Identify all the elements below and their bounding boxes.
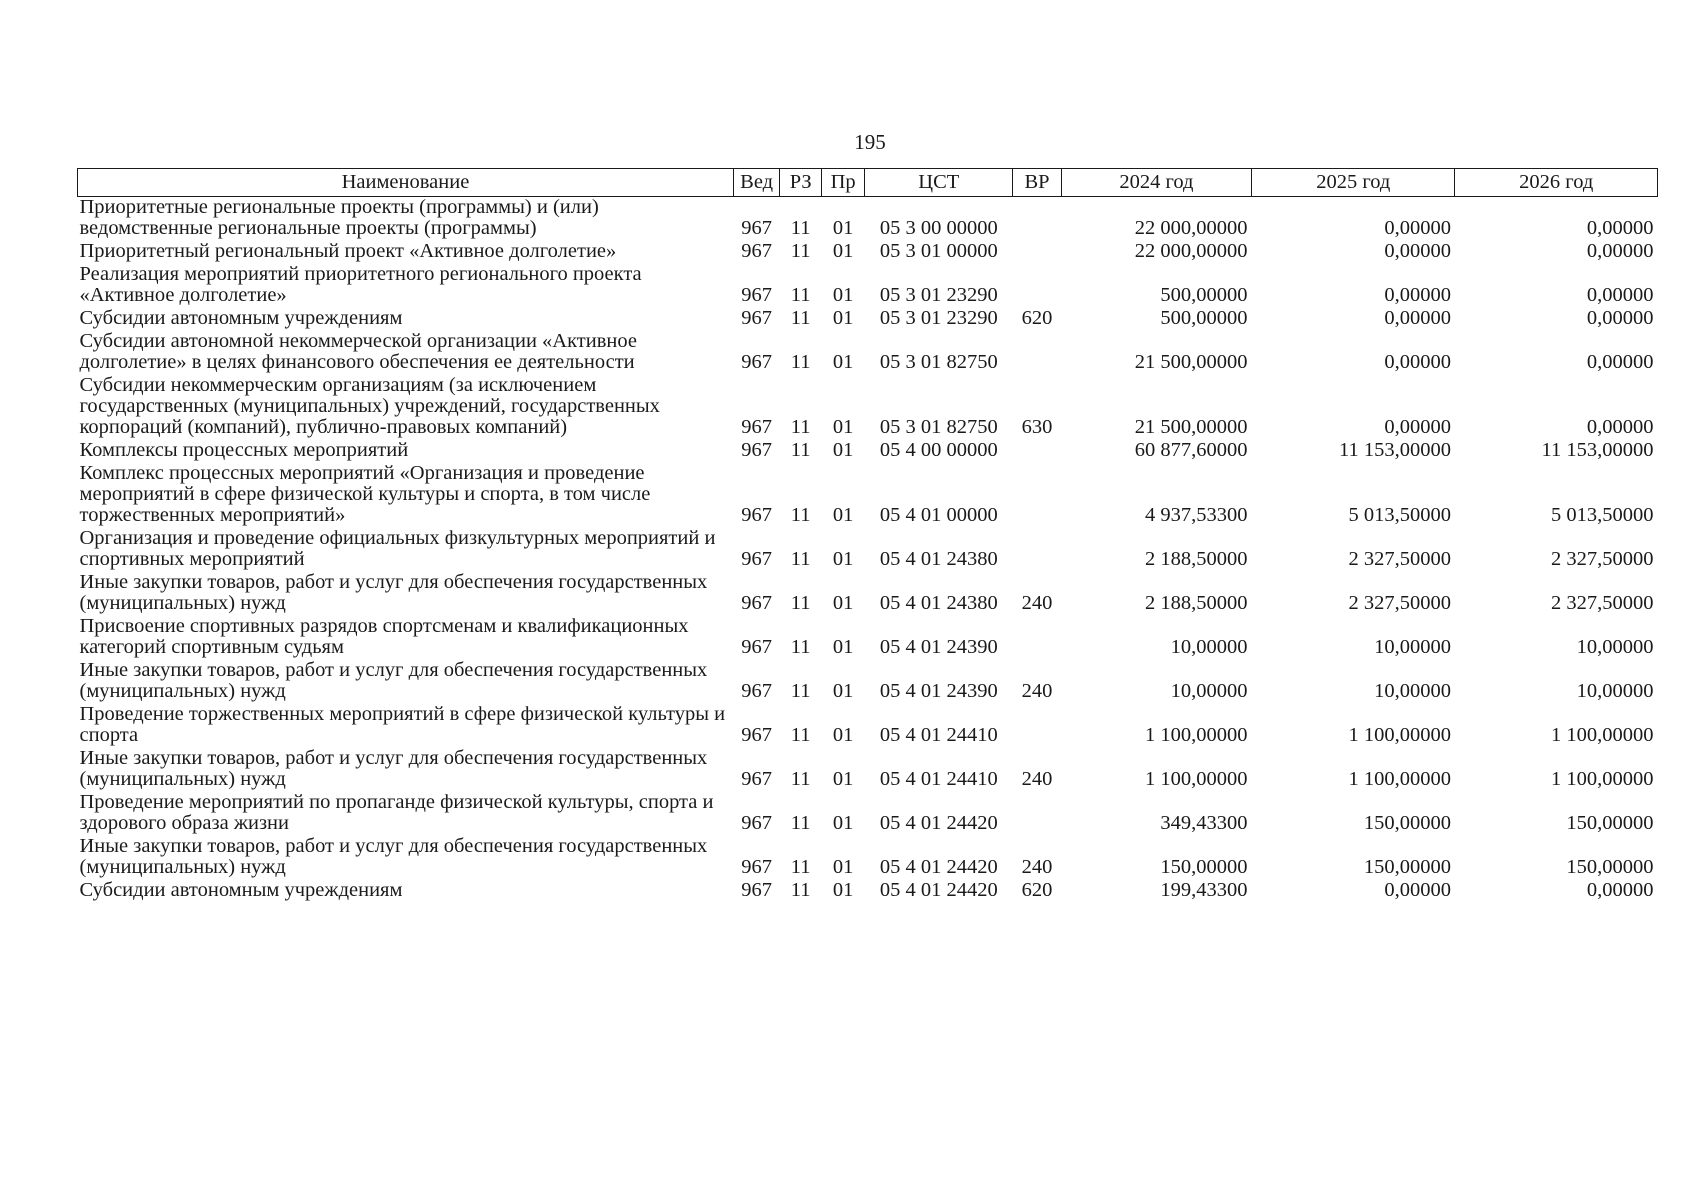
row-pr: 01 [832, 307, 854, 329]
row-amount-2024: 60 877,60000 [1134, 439, 1248, 461]
row-amount-2026: 0,00000 [1586, 351, 1654, 373]
row-cst: 05 4 01 24390 [879, 636, 998, 658]
row-amount-2026: 150,00000 [1566, 856, 1654, 878]
row-amount-2025: 1 100,00000 [1348, 724, 1451, 746]
row-amount-2026: 10,00000 [1576, 680, 1654, 702]
row-amount-2024: 1 100,00000 [1145, 724, 1248, 746]
row-cst: 05 4 01 24420 [879, 812, 998, 834]
table-row [78, 704, 1658, 748]
row-ved: 967 [741, 504, 773, 526]
row-amount-2025: 5 013,50000 [1348, 504, 1451, 526]
row-pr: 01 [832, 879, 854, 901]
row-pr: 01 [832, 284, 854, 306]
row-pr: 01 [832, 416, 854, 438]
row-ved: 967 [741, 439, 773, 461]
row-amount-2025: 0,00000 [1384, 240, 1451, 262]
table-row [78, 308, 1658, 331]
row-amount-2024: 500,00000 [1160, 307, 1248, 329]
row-cst: 05 3 01 82750 [879, 351, 998, 373]
row-amount-2026: 0,00000 [1586, 879, 1654, 901]
row-ved: 967 [741, 812, 773, 834]
row-amount-2025: 1 100,00000 [1348, 768, 1451, 790]
row-vr: 240 [1021, 856, 1053, 878]
table-row [78, 528, 1658, 572]
table-header [78, 169, 1658, 197]
row-amount-2024: 199,43300 [1160, 879, 1248, 901]
table-row [78, 616, 1658, 660]
table-row [78, 440, 1658, 463]
row-name: Проведение мероприятий по пропаганде физической культуры, спорта и здорового образа жизни [79, 791, 714, 834]
row-name: Иные закупки товаров, работ и услуг для обеспечения государственных (муниципальных) нужд [79, 571, 708, 614]
row-vr: 620 [1021, 307, 1053, 329]
header-2024: 2024 год [1061, 169, 1251, 197]
row-name: Комплекс процессных мероприятий «Организация и проведение мероприятий в сфере физической культуры и спорта, в том числе торжественных мероприятий» [79, 462, 651, 526]
row-name: Иные закупки товаров, работ и услуг для обеспечения государственных (муниципальных) нужд [79, 659, 708, 702]
row-pr: 01 [832, 812, 854, 834]
row-pr: 01 [832, 636, 854, 658]
row-amount-2025: 0,00000 [1384, 416, 1451, 438]
row-rz: 11 [790, 439, 811, 461]
row-ved: 967 [741, 240, 773, 262]
row-cst: 05 3 01 23290 [879, 284, 998, 306]
row-ved: 967 [741, 724, 773, 746]
row-pr: 01 [832, 351, 854, 373]
row-pr: 01 [832, 680, 854, 702]
row-rz: 11 [790, 351, 811, 373]
row-rz: 11 [790, 416, 811, 438]
row-name: Субсидии автономным учреждениям [79, 307, 403, 329]
row-cst: 05 4 01 24390 [879, 680, 998, 702]
row-amount-2025: 0,00000 [1384, 217, 1451, 239]
table-row [78, 792, 1658, 836]
row-pr: 01 [832, 856, 854, 878]
header-2025: 2025 год [1252, 169, 1455, 197]
row-cst: 05 3 01 00000 [879, 240, 998, 262]
row-amount-2025: 0,00000 [1384, 879, 1451, 901]
row-amount-2024: 4 937,53300 [1145, 504, 1248, 526]
row-rz: 11 [790, 724, 811, 746]
row-name: Иные закупки товаров, работ и услуг для обеспечения государственных (муниципальных) нужд [79, 835, 708, 878]
table-row [78, 836, 1658, 880]
table-row [78, 197, 1658, 242]
row-amount-2026: 11 153,00000 [1541, 439, 1654, 461]
row-amount-2026: 2 327,50000 [1551, 548, 1654, 570]
row-amount-2025: 2 327,50000 [1348, 548, 1451, 570]
row-vr [1013, 463, 1062, 528]
row-cst: 05 4 01 24420 [879, 856, 998, 878]
table-row [78, 463, 1658, 528]
row-amount-2025: 0,00000 [1384, 307, 1451, 329]
row-cst: 05 3 00 00000 [879, 217, 998, 239]
row-amount-2024: 500,00000 [1160, 284, 1248, 306]
row-vr: 620 [1021, 879, 1053, 901]
row-amount-2024: 2 188,50000 [1145, 548, 1248, 570]
row-amount-2024: 22 000,00000 [1134, 240, 1248, 262]
budget-table [77, 168, 1658, 903]
row-ved: 967 [741, 416, 773, 438]
row-cst: 05 4 01 24410 [879, 724, 998, 746]
row-amount-2024: 349,43300 [1160, 812, 1248, 834]
row-pr: 01 [832, 724, 854, 746]
row-ved: 967 [741, 217, 773, 239]
row-amount-2024: 150,00000 [1160, 856, 1248, 878]
row-vr [1013, 331, 1062, 375]
row-amount-2025: 150,00000 [1363, 812, 1451, 834]
row-vr: 240 [1021, 592, 1053, 614]
row-rz: 11 [790, 636, 811, 658]
row-name: Комплексы процессных мероприятий [79, 439, 409, 461]
table-body [78, 197, 1658, 904]
row-cst: 05 4 01 24380 [879, 548, 998, 570]
header-cst: ЦСТ [865, 169, 1013, 197]
row-vr [1013, 197, 1062, 242]
row-ved: 967 [741, 768, 773, 790]
table-row [78, 572, 1658, 616]
row-amount-2024: 10,00000 [1170, 636, 1248, 658]
row-amount-2026: 1 100,00000 [1551, 768, 1654, 790]
row-rz: 11 [790, 879, 811, 901]
row-amount-2024: 21 500,00000 [1134, 351, 1248, 373]
row-name: Организация и проведение официальных физкультурных мероприятий и спортивных мероприятий [79, 527, 716, 570]
row-pr: 01 [832, 217, 854, 239]
row-amount-2026: 10,00000 [1576, 636, 1654, 658]
row-ved: 967 [741, 592, 773, 614]
row-amount-2026: 0,00000 [1586, 284, 1654, 306]
table-row [78, 748, 1658, 792]
row-amount-2024: 2 188,50000 [1145, 592, 1248, 614]
table-row [78, 660, 1658, 704]
row-amount-2024: 10,00000 [1170, 680, 1248, 702]
table-row [78, 880, 1658, 903]
row-name: Приоритетный региональный проект «Активное долголетие» [79, 240, 617, 262]
row-ved: 967 [741, 351, 773, 373]
row-pr: 01 [832, 768, 854, 790]
row-rz: 11 [790, 548, 811, 570]
header-rz: РЗ [780, 169, 821, 197]
header-pr: Пр [821, 169, 865, 197]
row-vr [1013, 528, 1062, 572]
row-amount-2024: 1 100,00000 [1145, 768, 1248, 790]
row-name: Проведение торжественных мероприятий в сфере физической культуры и спорта [79, 703, 726, 746]
row-rz: 11 [790, 504, 811, 526]
row-rz: 11 [790, 592, 811, 614]
row-pr: 01 [832, 240, 854, 262]
row-rz: 11 [790, 284, 811, 306]
row-rz: 11 [790, 680, 811, 702]
row-amount-2026: 1 100,00000 [1551, 724, 1654, 746]
row-cst: 05 4 01 00000 [879, 504, 998, 526]
row-cst: 05 4 00 00000 [879, 439, 998, 461]
row-name: Субсидии автономной некоммерческой организации «Активное долголетие» в целях финансового обеспечения ее деятельности [79, 330, 637, 373]
row-vr [1013, 264, 1062, 308]
row-amount-2026: 5 013,50000 [1551, 504, 1654, 526]
row-rz: 11 [790, 768, 811, 790]
row-rz: 11 [790, 812, 811, 834]
row-ved: 967 [741, 548, 773, 570]
page-number: 195 [854, 130, 886, 154]
row-vr [1013, 792, 1062, 836]
row-vr: 630 [1021, 416, 1053, 438]
row-rz: 11 [790, 240, 811, 262]
row-name: Иные закупки товаров, работ и услуг для обеспечения государственных (муниципальных) нужд [79, 747, 708, 790]
row-pr: 01 [832, 592, 854, 614]
row-amount-2025: 0,00000 [1384, 284, 1451, 306]
row-ved: 967 [741, 680, 773, 702]
row-amount-2025: 2 327,50000 [1348, 592, 1451, 614]
row-pr: 01 [832, 504, 854, 526]
row-vr [1013, 616, 1062, 660]
row-amount-2025: 10,00000 [1374, 636, 1451, 658]
row-amount-2024: 22 000,00000 [1134, 217, 1248, 239]
header-2026: 2026 год [1455, 169, 1658, 197]
row-cst: 05 4 01 24420 [879, 879, 998, 901]
row-vr: 240 [1021, 680, 1053, 702]
row-amount-2025: 11 153,00000 [1338, 439, 1451, 461]
row-cst: 05 4 01 24410 [879, 768, 998, 790]
row-vr [1013, 704, 1062, 748]
row-amount-2025: 0,00000 [1384, 351, 1451, 373]
header-vr: ВР [1013, 169, 1062, 197]
table-row [78, 241, 1658, 264]
table-row [78, 331, 1658, 375]
row-name: Присвоение спортивных разрядов спортсменам и квалификационных категорий спортивным судьям [79, 615, 689, 658]
row-amount-2026: 0,00000 [1586, 240, 1654, 262]
header-name: Наименование [78, 169, 734, 197]
row-ved: 967 [741, 636, 773, 658]
row-ved: 967 [741, 856, 773, 878]
row-amount-2026: 0,00000 [1586, 416, 1654, 438]
row-pr: 01 [832, 439, 854, 461]
header-row [78, 169, 1658, 197]
row-amount-2026: 0,00000 [1586, 307, 1654, 329]
row-amount-2025: 150,00000 [1363, 856, 1451, 878]
row-ved: 967 [741, 307, 773, 329]
row-name: Субсидии автономным учреждениям [79, 879, 403, 901]
row-cst: 05 3 01 23290 [879, 307, 998, 329]
row-cst: 05 4 01 24380 [879, 592, 998, 614]
row-ved: 967 [741, 284, 773, 306]
row-ved: 967 [741, 879, 773, 901]
row-rz: 11 [790, 217, 811, 239]
row-amount-2025: 10,00000 [1374, 680, 1451, 702]
row-name: Субсидии некоммерческим организациям (за исключением государственных (муниципальных) учреждений, государственных корпораций (компаний), публично-правовых компаний) [79, 374, 660, 438]
row-cst: 05 3 01 82750 [879, 416, 998, 438]
row-amount-2026: 2 327,50000 [1551, 592, 1654, 614]
row-amount-2026: 0,00000 [1586, 217, 1654, 239]
table-row [78, 264, 1658, 308]
row-amount-2026: 150,00000 [1566, 812, 1654, 834]
row-amount-2024: 21 500,00000 [1134, 416, 1248, 438]
row-vr [1013, 440, 1062, 463]
header-ved: Вед [733, 169, 780, 197]
row-rz: 11 [790, 856, 811, 878]
table-row [78, 375, 1658, 440]
row-pr: 01 [832, 548, 854, 570]
row-vr: 240 [1021, 768, 1053, 790]
row-rz: 11 [790, 307, 811, 329]
row-name: Реализация мероприятий приоритетного регионального проекта «Активное долголетие» [79, 263, 642, 306]
row-vr [1013, 241, 1062, 264]
row-name: Приоритетные региональные проекты (программы) и (или) ведомственные региональные проекты (программы) [79, 196, 599, 239]
